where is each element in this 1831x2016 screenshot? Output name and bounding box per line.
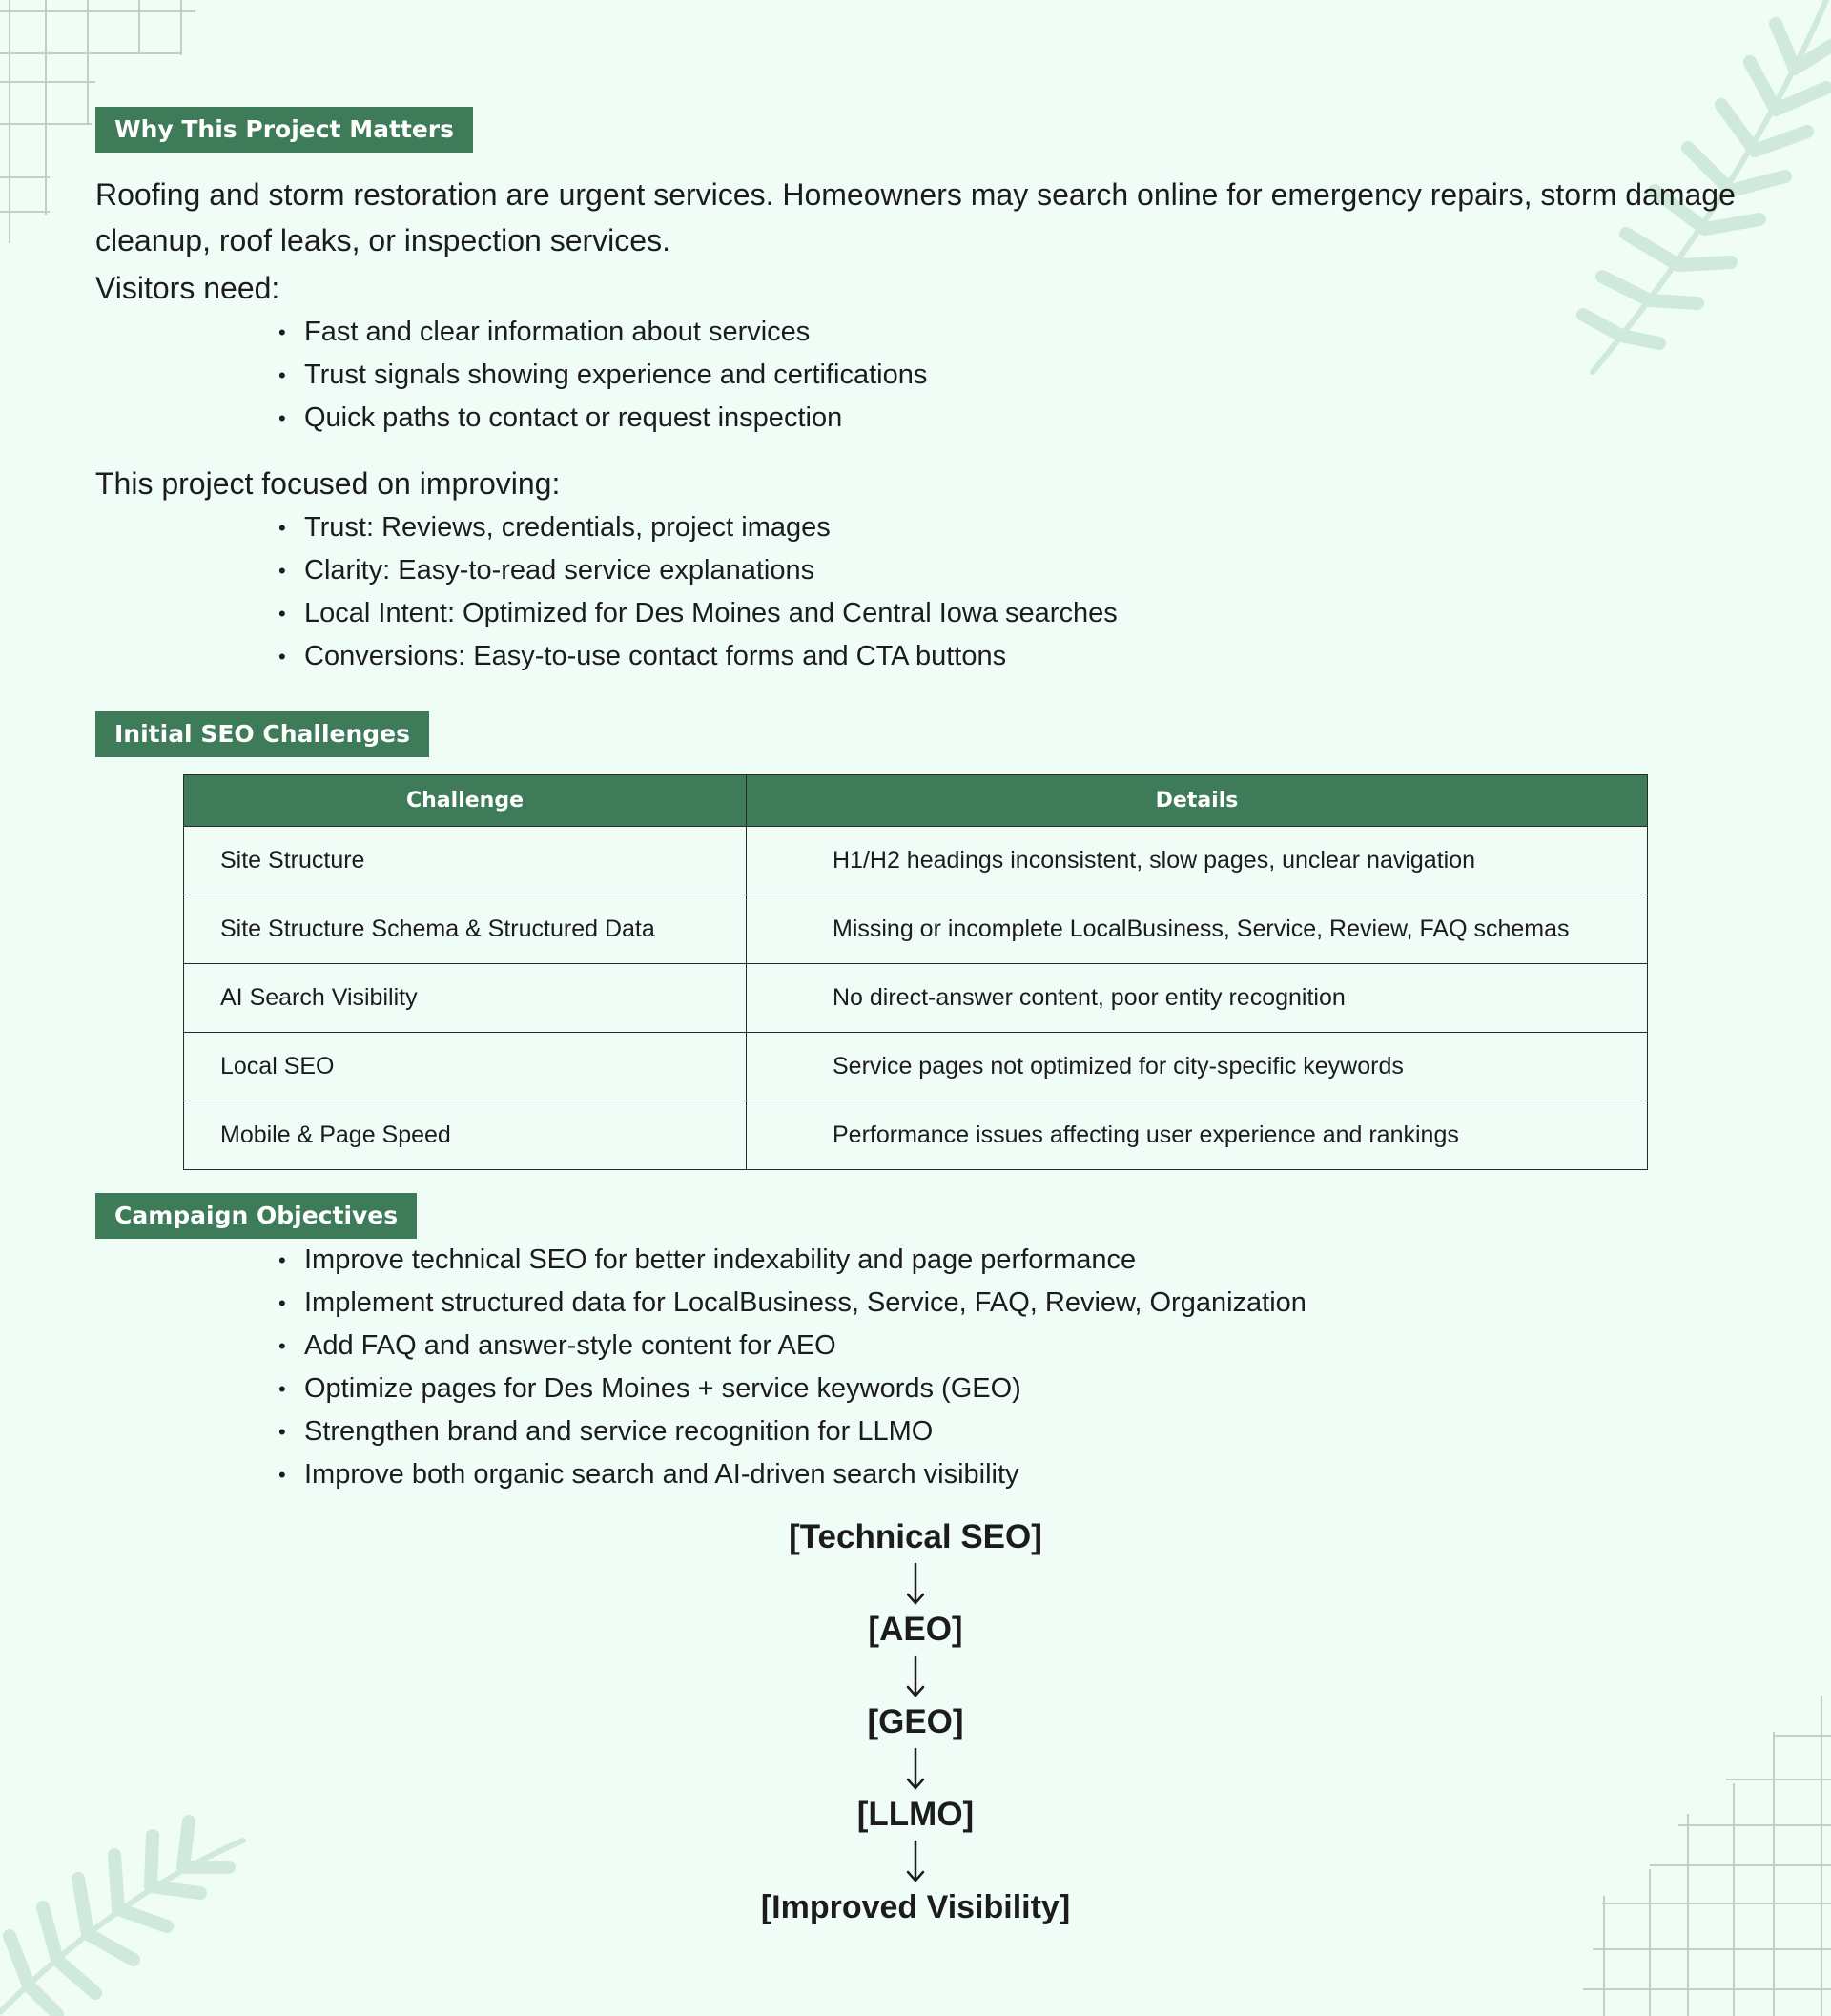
section-title-challenges: Initial SEO Challenges: [95, 711, 429, 757]
visitors-label: Visitors need:: [95, 271, 280, 305]
list-item: • Clarity: Easy-to-read service explanations: [278, 549, 1736, 592]
visitor-needs-list: [95, 311, 1736, 440]
challenges-table: [183, 774, 1648, 1170]
table-header-row: [184, 775, 1648, 827]
list-item: • Optimize pages for Des Moines + service keywords (GEO): [278, 1368, 1736, 1410]
list-item: • Conversions: Easy-to-use contact forms and CTA buttons: [278, 635, 1736, 678]
challenge-cell: Local SEO: [184, 1033, 747, 1101]
focus-label: This project focused on improving:: [95, 466, 561, 501]
list-item: • Fast and clear information about services: [278, 311, 1736, 354]
details-cell: H1/H2 headings inconsistent, slow pages, unclear navigation: [747, 827, 1648, 895]
list-item: • Trust: Reviews, credentials, project images: [278, 506, 1736, 549]
seo-flow-diagram: [95, 1515, 1736, 1929]
arrow-down-icon: [95, 1652, 1736, 1700]
flow-step-aeo: [AEO]: [868, 1611, 963, 1648]
challenge-cell: AI Search Visibility: [184, 964, 747, 1033]
challenge-cell: Mobile & Page Speed: [184, 1101, 747, 1170]
section-title-why: Why This Project Matters: [95, 107, 473, 153]
list-item: • Trust signals showing experience and certifications: [278, 354, 1736, 397]
arrow-down-icon: [95, 1837, 1736, 1885]
column-header-challenge: Challenge: [184, 775, 747, 827]
table-row: [184, 964, 1648, 1033]
focus-list: [95, 506, 1736, 678]
list-item: • Improve both organic search and AI-driven search visibility: [278, 1453, 1736, 1496]
intro-paragraph: Roofing and storm restoration are urgent services. Homeowners may search online for emergency repairs, storm damage cleanup, roof leaks, or inspection services.: [95, 177, 1736, 257]
list-item: • Improve technical SEO for better indexability and page performance: [278, 1239, 1736, 1282]
arrow-down-icon: [95, 1744, 1736, 1793]
list-item: • Quick paths to contact or request inspection: [278, 397, 1736, 440]
flow-step-improved-visibility: [Improved Visibility]: [760, 1889, 1071, 1925]
table-row: [184, 827, 1648, 895]
details-cell: No direct-answer content, poor entity recognition: [747, 964, 1648, 1033]
challenge-cell: Site Structure: [184, 827, 747, 895]
objectives-list: [95, 1239, 1736, 1496]
section-title-objectives: Campaign Objectives: [95, 1193, 417, 1239]
page-content: [95, 107, 1736, 1929]
list-item: • Local Intent: Optimized for Des Moines and Central Iowa searches: [278, 592, 1736, 635]
challenge-cell: Site Structure Schema & Structured Data: [184, 895, 747, 964]
arrow-down-icon: [95, 1559, 1736, 1608]
flow-step-geo: [GEO]: [867, 1703, 964, 1740]
column-header-details: Details: [747, 775, 1648, 827]
flow-step-llmo: [LLMO]: [856, 1796, 975, 1833]
list-item: • Strengthen brand and service recognition for LLMO: [278, 1410, 1736, 1453]
list-item: • Add FAQ and answer-style content for AEO: [278, 1325, 1736, 1368]
details-cell: Service pages not optimized for city-specific keywords: [747, 1033, 1648, 1101]
details-cell: Missing or incomplete LocalBusiness, Service, Review, FAQ schemas: [747, 895, 1648, 964]
details-cell: Performance issues affecting user experience and rankings: [747, 1101, 1648, 1170]
table-row: [184, 1033, 1648, 1101]
list-item: • Implement structured data for LocalBusiness, Service, FAQ, Review, Organization: [278, 1282, 1736, 1325]
flow-step-technical-seo: [Technical SEO]: [789, 1518, 1042, 1555]
table-row: [184, 1101, 1648, 1170]
table-row: [184, 895, 1648, 964]
